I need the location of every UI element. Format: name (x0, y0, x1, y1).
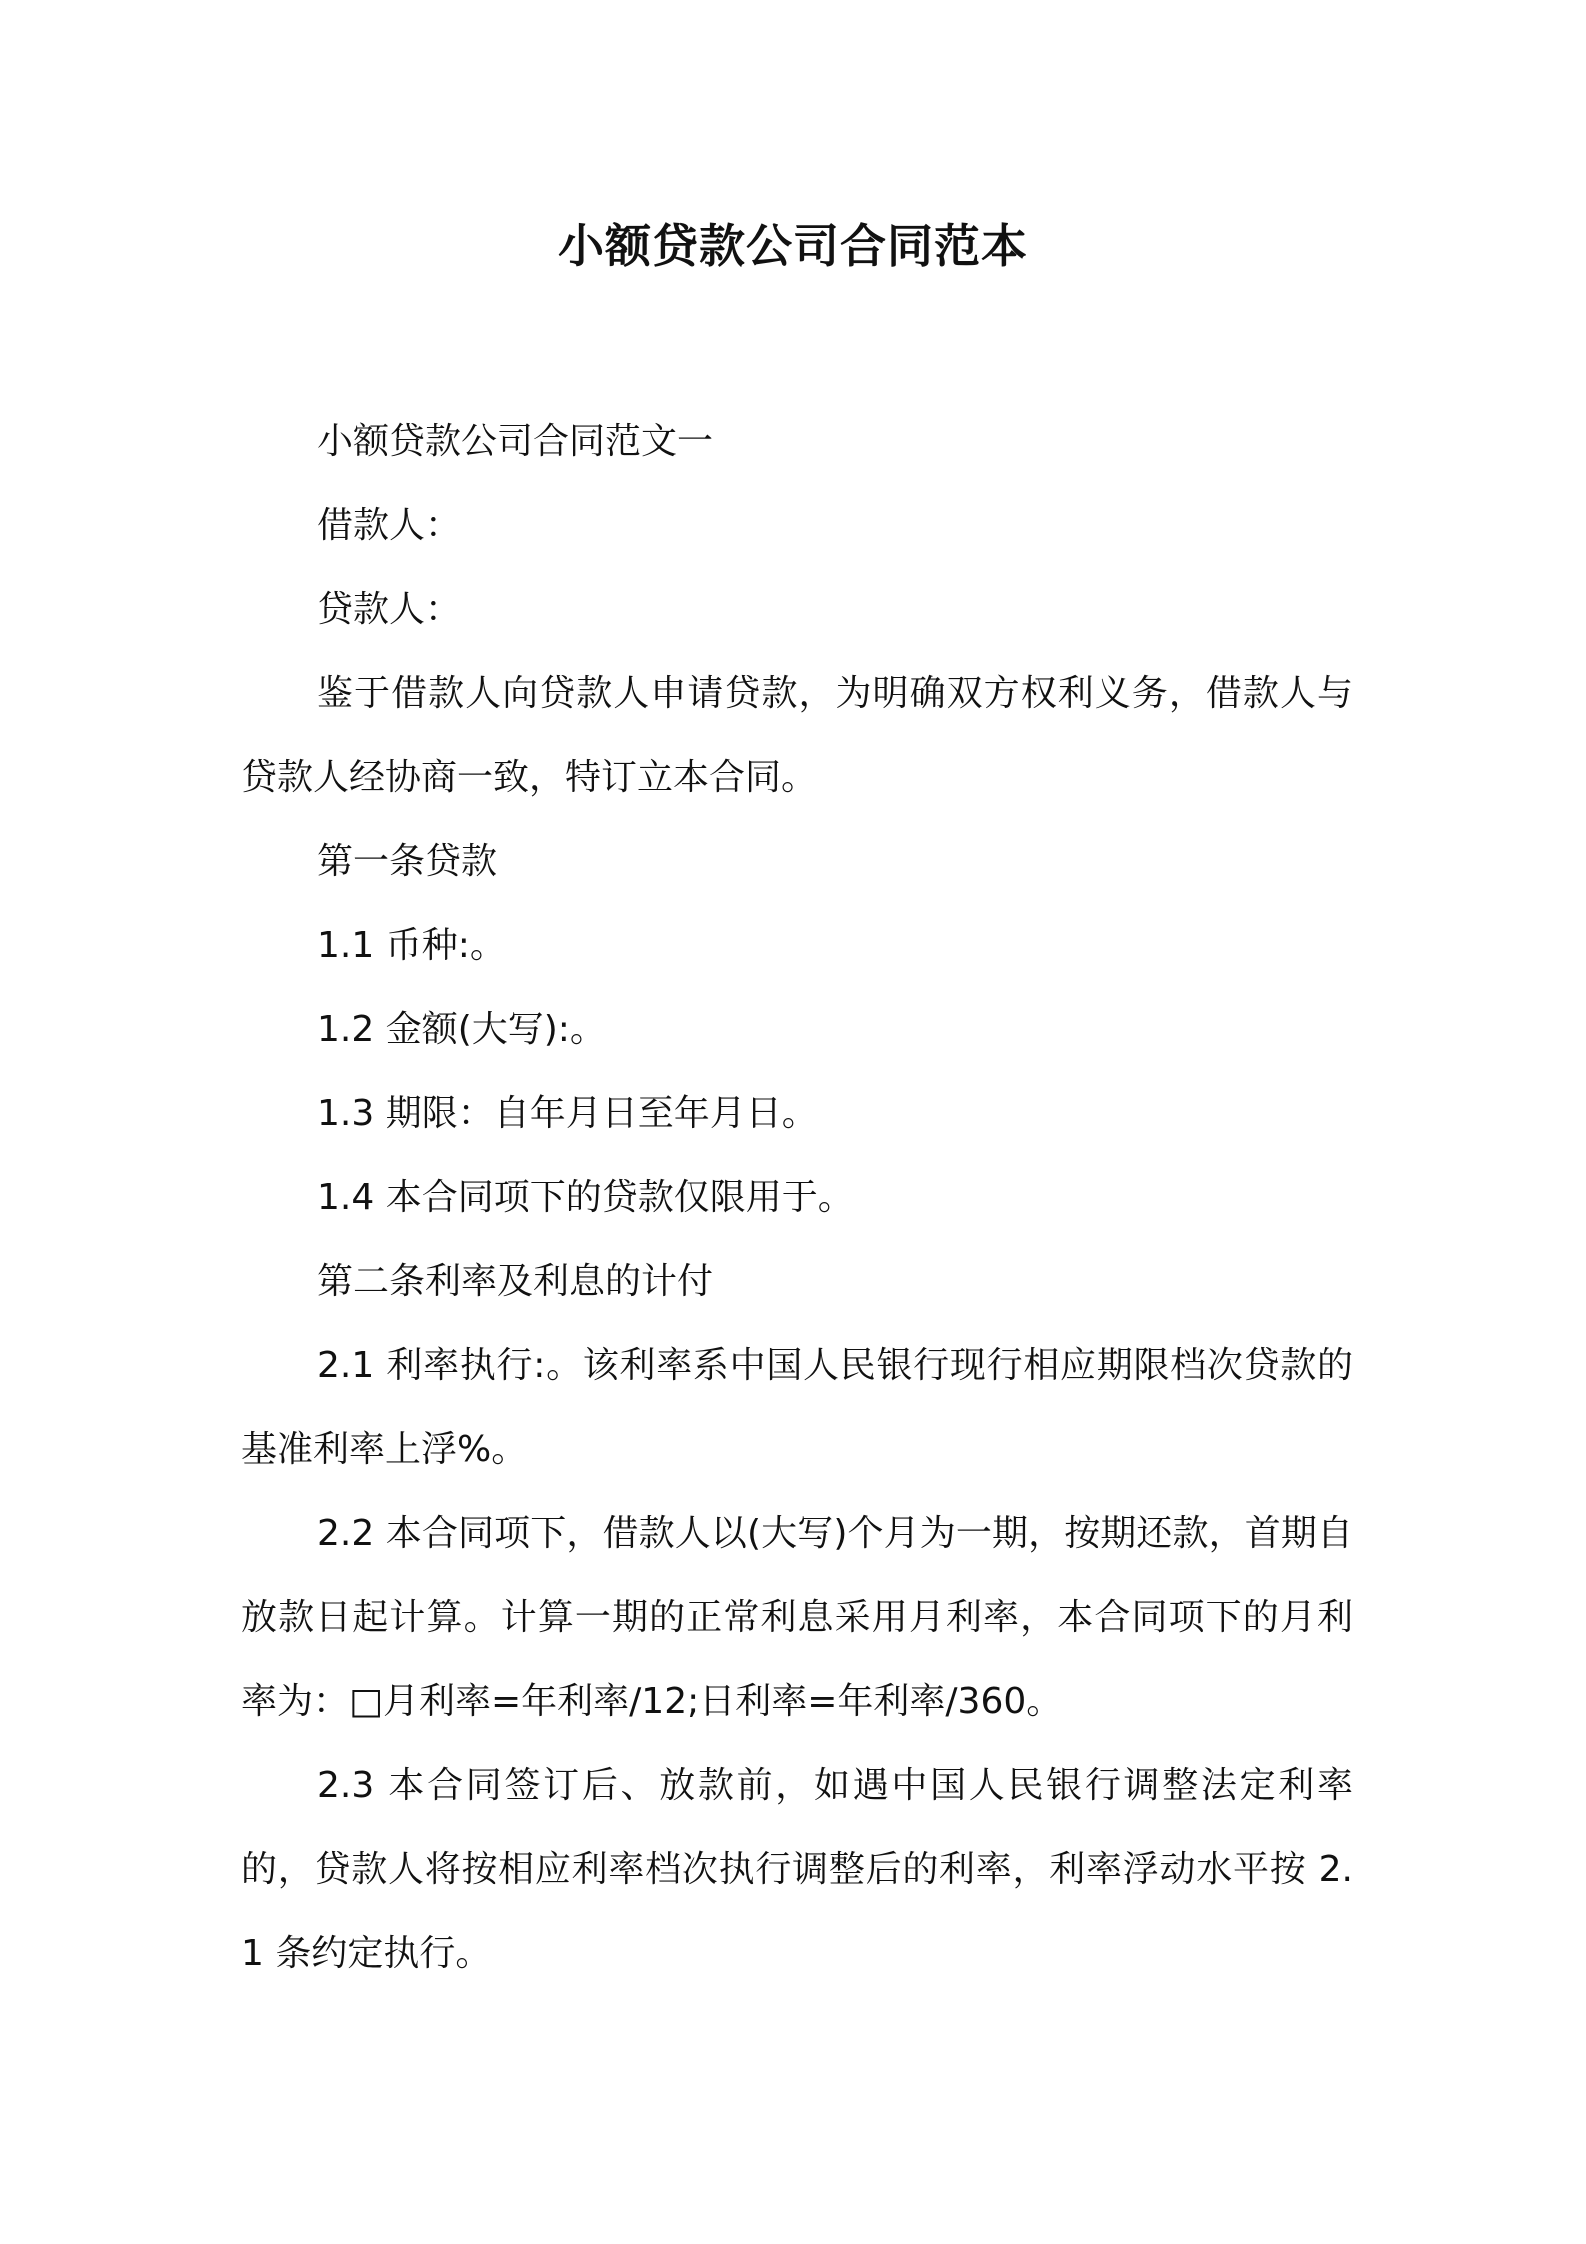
subtitle-paragraph: 小额贷款公司合同范文一 (317, 421, 714, 462)
clause-2-3: 2.3 本合同签订后、放款前，如遇中国人民银行调整法定利率的，贷款人将按相应利率档次执行调整后的利率，利率浮动水平按 2.1 条约定执行。 (241, 1765, 1353, 1974)
clause-1-1: 1.1 币种:。 (317, 925, 506, 966)
clause-1-3: 1.3 期限：自年月日至年月日。 (317, 1093, 818, 1134)
preamble-paragraph: 鉴于借款人向贷款人申请贷款，为明确双方权利义务，借款人与贷款人经协商一致，特订立本合同。 (241, 673, 1353, 798)
article-1-heading: 第一条贷款 (317, 841, 498, 882)
clause-1-4: 1.4 本合同项下的贷款仅限用于。 (317, 1177, 854, 1218)
clause-1-2: 1.2 金额(大写):。 (317, 1009, 606, 1050)
clause-2-2: 2.2 本合同项下，借款人以(大写)个月为一期，按期还款，首期自放款日起计算。计算一期的正常利息采用月利率，本合同项下的月利率为：□月利率=年利率/12;日利率=年利率/360。 (241, 1513, 1353, 1722)
document-title: 小额贷款公司合同范本 (558, 219, 1028, 273)
document-body (241, 400, 1353, 1996)
clause-2-1: 2.1 利率执行:。该利率系中国人民银行现行相应期限档次贷款的基准利率上浮%。 (241, 1345, 1353, 1470)
lender-line: 贷款人： (317, 589, 462, 630)
article-2-heading: 第二条利率及利息的计付 (317, 1261, 714, 1302)
borrower-line: 借款人： (317, 505, 462, 546)
